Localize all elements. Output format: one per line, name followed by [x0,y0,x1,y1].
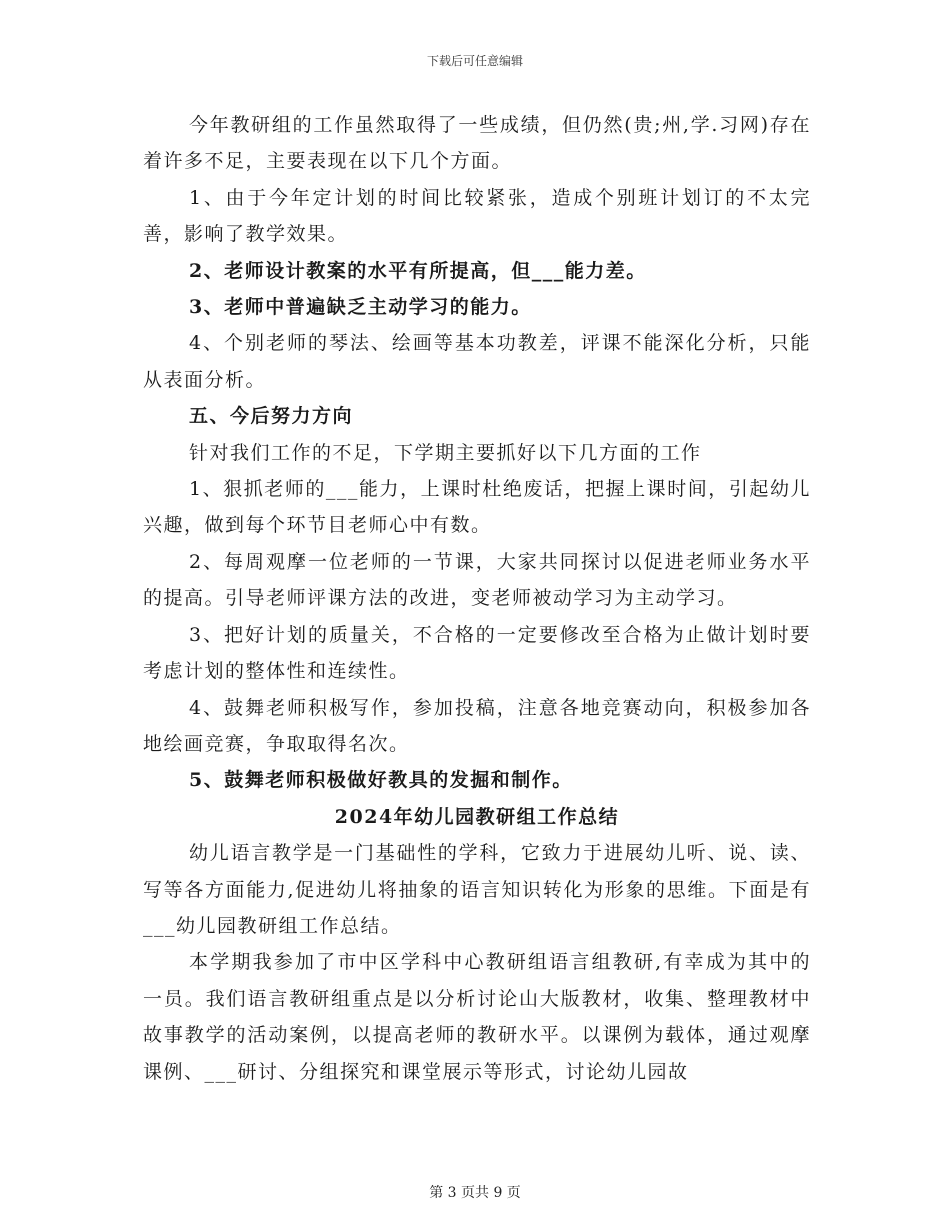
paragraph: 2、老师设计教案的水平有所提高，但___能力差。 [189,259,647,282]
paragraph: 5、鼓舞老师积极做好教具的发掘和制作。 [189,769,573,792]
page-header: 下载后可任意编辑 [426,54,523,68]
paragraph: 幼儿语言教学是一门基础性的学科，它致力于进展幼儿听、说、读、写等各方面能力,促进幼儿将抽象的语言知识转化为形象的思维。下面是有___幼儿园教研组工作总结。 [143,842,811,937]
document-title: 2024年幼儿园教研组工作总结 [334,805,620,828]
paragraph: 本学期我参加了市中区学科中心教研组语言组教研,有幸成为其中的一员。我们语言教研组重点是以分析讨论山大版教材，收集、整理教材中故事教学的活动案例，以提高老师的教研水平。以课例为载体，通过观摩课例、___研讨、分组探究和课堂展示等形式，讨论幼儿园故 [143,951,811,1083]
paragraph: 1、狠抓老师的___能力，上课时杜绝废话，把握上课时间，引起幼儿兴趣，做到每个环节目老师心中有数。 [143,478,811,537]
paragraph: 3、把好计划的质量关，不合格的一定要修改至合格为止做计划时要考虑计划的整体性和连续性。 [143,623,811,683]
paragraph: 4、个别老师的琴法、绘画等基本功教差，评课不能深化分析，只能从表面分析。 [143,332,811,391]
paragraph: 3、老师中普遍缺乏主动学习的能力。 [189,296,532,319]
page-footer: 第 3 页共 9 页 [429,1185,521,1201]
paragraph: 针对我们工作的不足，下学期主要抓好以下几方面的工作 [189,441,702,464]
paragraph: 今年教研组的工作虽然取得了一些成绩，但仍然(贵;州,学.习网)存在着许多不足，主要表现在以下几个方面。 [143,114,811,173]
section-heading: 五、今后努力方向 [189,405,354,428]
paragraph: 2、每周观摩一位老师的一节课，大家共同探讨以促进老师业务水平的提高。引导老师评课方法的改进，变老师被动学习为主动学习。 [143,550,811,610]
paragraph: 1、由于今年定计划的时间比较紧张，造成个别班计划订的不太完善，影响了教学效果。 [143,186,811,246]
paragraph: 4、鼓舞老师积极写作，参加投稿，注意各地竞赛动向，积极参加各地绘画竞赛，争取取得名次。 [143,696,811,755]
document-body [143,107,811,1090]
